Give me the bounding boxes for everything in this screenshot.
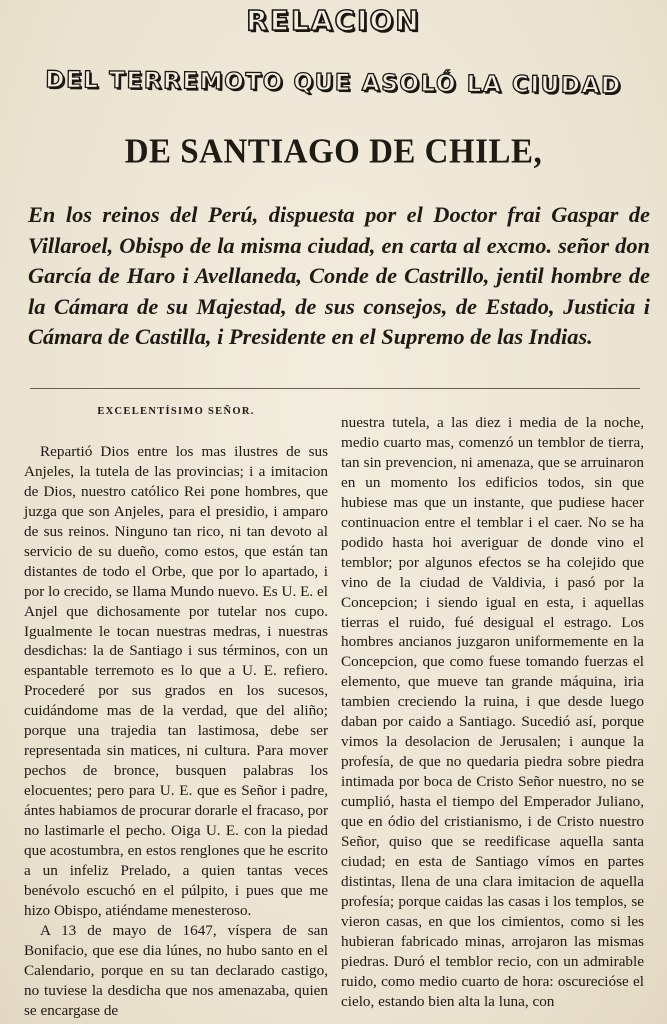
body-paragraph: nuestra tutela, a las diez i media de la noche, medio cuarto mas, comenzó un temblor de tierra, tan sin prevencion, ni amenaza, que se arruinaron en un momento los edificios todos, sin que hubiese mas que un instante, que pudiese hacer continuacion entre el temblar i el caer. No se ha podido hasta hoi averiguar de donde vino el temblor; por algunos efectos se ha colejido que vino de la ciudad de Valdivia, i pasó por la Concepcion; i siendo igual en esta, i aquellas tierras el ruido, fué desigual el estrago. Los hombres ancianos juzgaron uniformemente en la Concepcion, que como fuese tomando fuerzas el elemento, que mueve tan grande máquina, iria tambien creciendo la ruina, i que desde luego daban por caido a Santiago. Sucedió así, porque vimos la desolacion de Jerusalen; i aunque la profesía, de que no quedaria piedra sobre piedra intimada por boca de Cristo Señor nuestro, no se cumplió, hasta el tiempo del Emperador Juliano, que en ódio del cristianismo, i de Cristo nuestro Señor, quiso que se reedificase aquella santa ciudad; en esta de Santiago vímos en partes distintas, llena de una clara imitacion de aquella profesía; porque caidas las casas i los templos, se vieron casas, en que los cimientos, como si les hubieran fabricado minas, arrojaron las mismas piedras. Duró el temblor recio, con un admirable ruido, como medio cuarto de hora: oscurecióse el cielo, estando bien alta la luna, con [341, 414, 644, 1010]
salutation: EXCELENTÍSIMO SEÑOR. [97, 406, 255, 417]
right-column [341, 413, 644, 1012]
city-heading: DE SANTIAGO DE CHILE, [124, 133, 543, 171]
document-title: RELACION [246, 4, 421, 37]
body-paragraph: A 13 de mayo de 1647, víspera de san Bonifacio, que ese dia lúnes, no hubo santo en el Calendario, porque en su tan declarado castigo, no tuviese la desdicha que nos amenazaba, quien se encargase de [24, 921, 328, 1019]
document-subtitle: DEL TERREMOTO QUE ASOLÓ LA CIUDAD [45, 66, 622, 100]
body-paragraph: Repartió Dios entre los mas ilustres de sus Anjeles, la tutela de las provincias; i a imitacion de Dios, nuestro católico Rei pone hombres, que juzga que son Anjeles, para el presidio, i amparo de sus reinos. Ninguno tan rico, ni tan devoto al servicio de su dueño, como estos, que están tan distantes de todo el Orbe, que por lo apartado, i por lo crecido, se llama Mundo nuevo. Es U. E. el Anjel que dichosamente por tutelar nos cupo. Igualmente le tocan nuestras medras, i nuestras desdichas: la de Santiago i sus términos, con un espantable terremoto es lo que a U. E. refiero. Procederé por sus grados en los sucesos, cuidándome mas de la verdad, que del aliño; porque una trajedia tan lastimosa, debe ser representada sin matices, ni cultura. Para mover pechos de bronce, busquen palabras los elocuentes; pero para U. E. que es Señor i padre, ántes habiamos de procurar dorarle el fracaso, por no lastimarle el pecho. Oiga U. E. con la piedad que acostumbra, en estos renglones que he escrito a un infeliz Prelado, a quien tantas veces benévolo escuchó en el púlpito, i pues que me hizo Obispo, atiéndame menesteroso. [24, 442, 328, 919]
dedication-paragraph: En los reinos del Perú, dispuesta por el Doctor frai Gaspar de Villaroel, Obispo de la misma ciudad, en carta al excmo. señor don García de Haro i Avellaneda, Conde de Castrillo, jentil hombre de la Cámara de su Majestad, de sus consejos, de Estado, Justicia i Cámara de Castilla, i Presidente en el Supremo de las Indias. [28, 202, 650, 349]
left-column [24, 402, 328, 1021]
header-divider [30, 388, 640, 389]
